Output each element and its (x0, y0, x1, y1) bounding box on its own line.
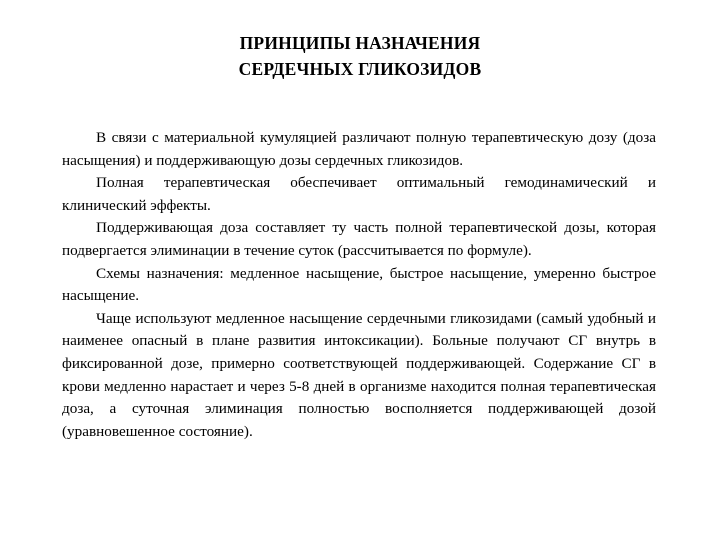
body-text (62, 127, 656, 443)
paragraph-schemes: Схемы назначения: медленное насыщение, быстрое насыщение, умеренно быстрое насыщение. (62, 264, 656, 305)
paragraph-dose-types: В связи с материальной кумуляцией различают полную терапевтическую дозу (доза насыщения) и поддерживающую дозы сердечных гликозидов. (62, 129, 656, 169)
page-title (0, 30, 720, 82)
title-line-1: ПРИНЦИПЫ НАЗНАЧЕНИЯ (239, 33, 481, 53)
title-line-2: СЕРДЕЧНЫХ ГЛИКОЗИДОВ (238, 59, 482, 79)
paragraph-full-dose: Полная терапевтическая обеспечивает оптимальный гемодинамический и клинический эффекты. (62, 174, 656, 214)
paragraph-maintenance-dose: Поддерживающая доза составляет ту часть полной терапевтической дозы, которая подвергается элиминации в течение суток (рассчитывается по формуле). (62, 219, 656, 259)
paragraph-slow-saturation: Чаще используют медленное насыщение сердечными гликозидами (самый удобный и наименее опасный в плане развития интоксикации). Больные получают СГ внутрь в фиксированной дозе, примерно соответствующей поддерживающей. Содержание СГ в крови медленно нарастает и через 5-8 дней в организме находится полная терапевтическая доза, а суточная элиминация полностью восполняется поддерживающей дозой (уравновешенное состояние). (62, 309, 656, 440)
